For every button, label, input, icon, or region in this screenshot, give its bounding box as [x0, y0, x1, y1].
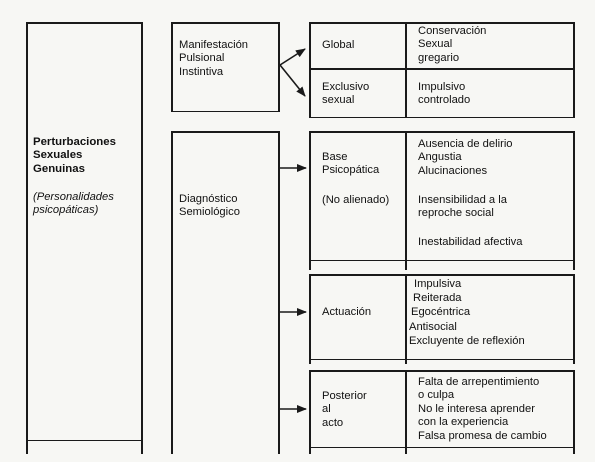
actuacion-label: Actuación — [322, 306, 372, 318]
diagnostico-label: Diagnóstico Semiológico — [179, 193, 240, 219]
actuacion-item-2: Reiterada — [413, 292, 462, 304]
base-items-c: Inestabilidad afectiva — [418, 236, 523, 248]
base-items-b: Insensibilidad a la reproche social — [418, 194, 507, 220]
exclusivo-items: Impulsivo controlado — [418, 81, 471, 107]
manifestacion-label: Manifestación Pulsional Instintiva — [179, 39, 249, 78]
global-label: Global — [322, 39, 355, 51]
arrow-to-global — [280, 49, 305, 65]
arrow-to-exclusivo — [280, 65, 305, 96]
posterior-items: Falta de arrepentimiento o culpa No le interesa aprender con la experiencia Falsa promesa de cambio — [418, 376, 547, 442]
global-items: Conservación Sexual gregario — [418, 25, 487, 64]
posterior-label: Posterior al acto — [322, 390, 367, 429]
actuacion-item-4: Antisocial — [409, 321, 457, 333]
base-label: Base Psicopática — [322, 151, 380, 177]
main-category-title: Perturbaciones Sexuales Genuinas — [33, 136, 116, 175]
exclusivo-label: Exclusivo sexual — [322, 81, 370, 107]
main-category-subtitle: (Personalidades psicopáticas) — [33, 191, 114, 217]
actuacion-item-5: Excluyente de reflexión — [409, 335, 525, 347]
actuacion-item-3: Egocéntrica — [411, 306, 471, 318]
actuacion-item-1: Impulsiva — [414, 278, 462, 290]
base-items-a: Ausencia de delirio Angustia Alucinaciones — [418, 138, 513, 177]
no-alienado-note: (No alienado) — [322, 194, 390, 206]
